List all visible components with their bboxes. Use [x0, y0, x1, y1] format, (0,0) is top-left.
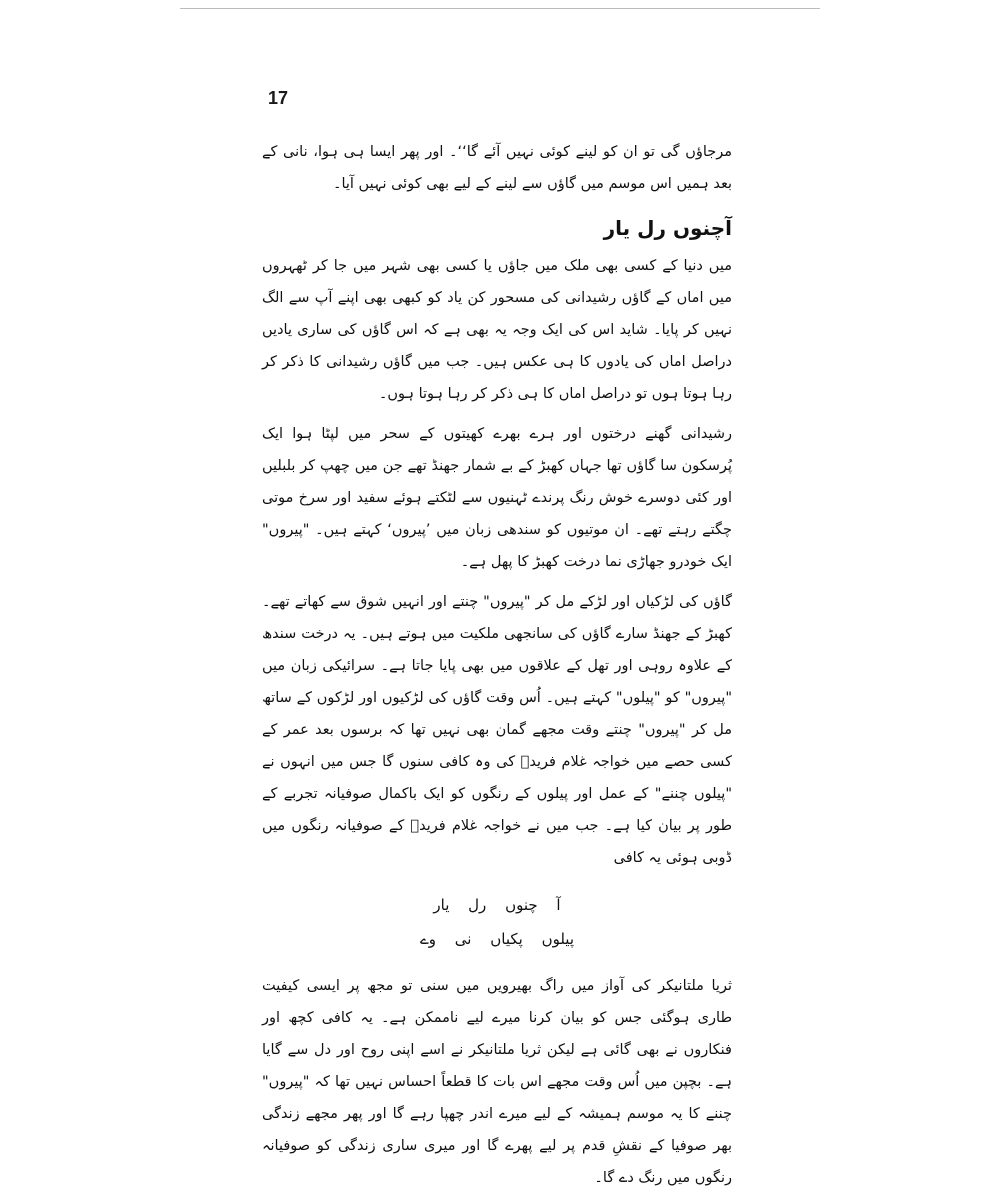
section-heading: آچنوں رل یار	[603, 216, 732, 240]
verse-line-1: آ چنوں رل یار	[433, 896, 561, 914]
opening-paragraph: مرجاؤں گی تو ان کو لینے کوئی نہیں آئے گا‘‘۔ اور پھر ایسا ہی ہوا، نانی کے بعد ہمیں اس موسم میں گاؤں سے لینے کے لیے بھی کوئی نہیں آیا۔	[262, 144, 732, 192]
paragraph-2: رشیدانی گھنے درختوں اور ہرے بھرے کھیتوں کے سحر میں لپٹا ہوا ایک پُرسکون سا گاؤں تھا جہاں کھبڑ کے بے شمار جھنڈ تھے جن میں چھپ کر بلبلیں اور کئی دوسرے خوش رنگ پرندے ٹہنیوں سے لٹکتے ہوئے سفید اور سرخ موتی چگتے رہتے تھے۔ ان موتیوں کو سندھی زبان میں ’پیروں‘ کہتے ہیں۔ "پیروں" ایک خودرو جھاڑی نما درخت کھبڑ کا پھل ہے۔	[262, 426, 732, 570]
verse-line-2: پیلوں پکیاں نی وے	[419, 930, 575, 948]
paragraph-1: میں دنیا کے کسی بھی ملک میں جاؤں یا کسی بھی شہر میں جا کر ٹھہروں میں اماں کے گاؤں رشیدانی کی مسحور کن یاد کو کبھی بھی اپنے آپ سے الگ نہیں کر پایا۔ شاید اس کی ایک وجہ یہ بھی ہے کہ اس گاؤں کی ساری یادیں دراصل اماں کی یادوں کا ہی عکس ہیں۔ جب میں گاؤں رشیدانی کا ذکر کر رہا ہوتا ہوں تو دراصل اماں کا ہی ذکر کر رہا ہوتا ہوں۔	[262, 258, 732, 402]
page-body	[262, 136, 732, 1202]
page-number: 17	[268, 88, 289, 108]
verse-block	[262, 888, 732, 956]
closing-paragraph: ثریا ملتانیکر کی آواز میں راگ بھیرویں میں سنی تو مجھ پر ایسی کیفیت طاری ہوگئی جس کو بیان کرنا میرے لیے ناممکن ہے۔ یہ کافی کچھ اور فنکاروں نے بھی گائی ہے لیکن ثریا ملتانیکر نے اسے اپنی روح اور دل سے گایا ہے۔ بچپن میں اُس وقت مجھے اس بات کا قطعاً احساس نہیں تھا کہ "پیروں" چننے کا یہ موسم ہمیشہ کے لیے میرے اندر چھپا رہے گا اور پھر مجھے زندگی بھر صوفیا کے نقشِ قدم پر لیے پھرے گا اور میری ساری زندگی کو صوفیانہ رنگوں میں رنگ دے گا۔	[262, 978, 732, 1186]
top-rule	[180, 8, 820, 9]
paragraph-3: گاؤں کی لڑکیاں اور لڑکے مل کر "پیروں" چنتے اور انہیں شوق سے کھاتے تھے۔ کھبڑ کے جھنڈ سارے گاؤں کی سانجھی ملکیت میں ہوتے ہیں۔ یہ درخت سندھ کے علاوہ روہی اور تھل کے علاقوں میں بھی پایا جاتا ہے۔ سرائیکی زبان میں "پیروں" کو "پیلوں" کہتے ہیں۔ اُس وقت گاؤں کی لڑکیوں اور لڑکوں کے ساتھ مل کر "پیروں" چنتے وقت مجھے گمان بھی نہیں تھا کہ برسوں بعد عمر کے کسی حصے میں خواجہ غلام فریدؒ کی وہ کافی سنوں گا جس میں انہوں نے "پیلوں چننے" کے عمل اور پیلوں کے رنگوں کو ایک باکمال صوفیانہ تجربے کے طور پر بیان کیا ہے۔ جب میں نے خواجہ غلام فریدؒ کے صوفیانہ رنگوں میں ڈوبی ہوئی یہ کافی	[262, 594, 732, 866]
